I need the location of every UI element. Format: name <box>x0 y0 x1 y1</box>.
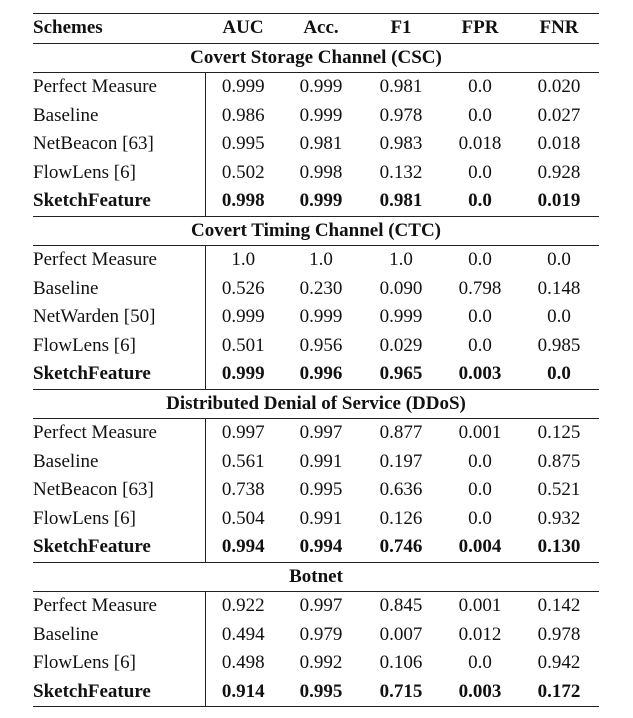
fpr-cell: 0.012 <box>458 623 502 645</box>
section-title: Covert Storage Channel (CSC) <box>33 43 599 73</box>
section-header-row <box>33 43 599 73</box>
scheme-cell: SketchFeature <box>33 187 205 216</box>
scheme-cell: Baseline <box>33 102 205 131</box>
auc-cell: 0.995 <box>221 133 265 154</box>
acc-cell: 0.995 <box>281 678 361 707</box>
table-row <box>33 419 599 448</box>
fnr-cell: 0.875 <box>537 450 581 472</box>
auc-cell: 0.998 <box>221 190 265 211</box>
auc-cell: 1.0 <box>231 249 256 270</box>
scheme-cell: Perfect Measure <box>33 592 205 621</box>
auc-cell: 0.994 <box>221 536 265 557</box>
acc-cell: 0.999 <box>299 306 343 327</box>
acc-cell: 0.230 <box>299 277 343 299</box>
auc-cell: 0.738 <box>221 479 265 500</box>
table-row <box>33 649 599 678</box>
table-row <box>33 448 599 477</box>
scheme-cell: FlowLens [6] <box>33 159 205 188</box>
f1-cell: 0.981 <box>379 190 423 211</box>
table-row <box>33 159 599 188</box>
fpr-cell: 0.0 <box>468 104 492 126</box>
fnr-cell: 0.942 <box>537 652 581 673</box>
f1-cell: 0.132 <box>379 161 423 183</box>
auc-cell: 0.498 <box>221 652 265 673</box>
fpr-cell: 0.0 <box>468 306 492 327</box>
section-header-row <box>33 389 599 419</box>
acc-cell: 0.996 <box>299 363 343 384</box>
table-row <box>33 303 599 332</box>
f1-cell: 0.636 <box>379 479 423 500</box>
f1-cell: 0.845 <box>379 595 423 616</box>
acc-cell: 0.994 <box>299 536 343 557</box>
fpr-cell: 0.001 <box>458 595 502 616</box>
fpr-cell: 0.0 <box>468 334 492 356</box>
table-row <box>33 73 599 102</box>
auc-cell: 0.986 <box>221 104 265 126</box>
fnr-cell: 0.125 <box>537 422 581 443</box>
section-title: Covert Timing Channel (CTC) <box>33 216 599 246</box>
section-header-row <box>33 216 599 246</box>
acc-cell: 0.956 <box>299 334 343 356</box>
acc-cell: 1.0 <box>309 249 333 270</box>
f1-cell: 0.715 <box>361 678 441 707</box>
acc-cell: 0.999 <box>299 104 343 126</box>
scheme-cell: Perfect Measure <box>33 246 205 275</box>
fnr-cell: 0.027 <box>537 104 581 126</box>
table-row <box>33 533 599 562</box>
f1-cell: 0.106 <box>379 652 423 673</box>
auc-cell: 0.999 <box>221 76 265 97</box>
fpr-cell: 0.0 <box>468 76 492 97</box>
fnr-cell: 0.148 <box>537 277 581 299</box>
column-header-schemes: Schemes <box>33 14 205 44</box>
column-header-fnr: FNR <box>519 14 599 44</box>
f1-cell: 0.981 <box>379 76 423 97</box>
acc-cell: 0.992 <box>299 652 343 673</box>
header-row <box>33 14 599 44</box>
table-row <box>33 505 599 534</box>
fpr-cell: 0.0 <box>468 190 492 211</box>
table-row <box>33 621 599 650</box>
acc-cell: 0.999 <box>299 190 343 211</box>
fpr-cell: 0.0 <box>468 479 492 500</box>
fpr-cell: 0.003 <box>441 678 519 707</box>
fnr-cell: 0.0 <box>547 249 571 270</box>
auc-cell: 0.494 <box>221 623 265 645</box>
column-header-acc: Acc. <box>281 14 361 44</box>
fnr-cell: 0.018 <box>537 133 581 154</box>
fpr-cell: 0.004 <box>458 536 502 557</box>
fpr-cell: 0.0 <box>468 161 492 183</box>
column-header-fpr: FPR <box>441 14 519 44</box>
fpr-cell: 0.0 <box>468 507 492 529</box>
auc-cell: 0.504 <box>221 507 265 529</box>
scheme-cell: FlowLens [6] <box>33 505 205 534</box>
fpr-cell: 0.003 <box>458 363 502 384</box>
fnr-cell: 0.020 <box>537 76 581 97</box>
table-body <box>33 43 599 707</box>
f1-cell: 0.877 <box>379 422 423 443</box>
column-header-f1: F1 <box>361 14 441 44</box>
column-header-auc: AUC <box>205 14 281 44</box>
fnr-cell: 0.978 <box>537 623 581 645</box>
f1-cell: 0.999 <box>379 306 423 327</box>
table-row <box>33 360 599 389</box>
f1-cell: 0.126 <box>379 507 423 529</box>
f1-cell: 0.029 <box>379 334 423 356</box>
auc-cell: 0.922 <box>221 595 265 616</box>
auc-cell: 0.997 <box>221 422 265 443</box>
auc-cell: 0.999 <box>221 363 265 384</box>
table-row <box>33 332 599 361</box>
section-title: Botnet <box>33 562 599 592</box>
section-title: Distributed Denial of Service (DDoS) <box>33 389 599 419</box>
auc-cell: 0.561 <box>221 450 265 472</box>
acc-cell: 0.995 <box>299 479 343 500</box>
acc-cell: 0.999 <box>299 76 343 97</box>
scheme-cell: FlowLens [6] <box>33 332 205 361</box>
table-row <box>33 102 599 131</box>
acc-cell: 0.998 <box>299 161 343 183</box>
fpr-cell: 0.0 <box>468 450 492 472</box>
scheme-cell: NetBeacon [63] <box>33 476 205 505</box>
f1-cell: 0.746 <box>379 536 423 557</box>
auc-cell: 0.501 <box>221 334 265 356</box>
results-table <box>33 13 599 707</box>
fpr-cell: 0.798 <box>458 277 502 299</box>
section-header-row <box>33 562 599 592</box>
auc-cell: 0.914 <box>205 678 281 707</box>
fnr-cell: 0.521 <box>537 479 581 500</box>
scheme-cell: Baseline <box>33 621 205 650</box>
fpr-cell: 0.018 <box>458 133 502 154</box>
fnr-cell: 0.932 <box>537 507 581 529</box>
acc-cell: 0.997 <box>299 595 343 616</box>
scheme-cell: SketchFeature <box>33 533 205 562</box>
acc-cell: 0.981 <box>299 133 343 154</box>
fnr-cell: 0.172 <box>519 678 599 707</box>
f1-cell: 0.197 <box>379 450 423 472</box>
auc-cell: 0.526 <box>221 277 265 299</box>
auc-cell: 0.999 <box>221 306 265 327</box>
scheme-cell: NetWarden [50] <box>33 303 205 332</box>
table-row <box>33 592 599 621</box>
fpr-cell: 0.0 <box>468 652 492 673</box>
acc-cell: 0.991 <box>299 507 343 529</box>
f1-cell: 0.978 <box>379 104 423 126</box>
scheme-cell: Baseline <box>33 275 205 304</box>
table-row <box>33 187 599 216</box>
scheme-cell: Perfect Measure <box>33 73 205 102</box>
scheme-cell: SketchFeature <box>33 360 205 389</box>
fnr-cell: 0.142 <box>537 595 581 616</box>
f1-cell: 0.090 <box>379 277 423 299</box>
table-row <box>33 678 599 707</box>
table-row <box>33 246 599 275</box>
f1-cell: 0.965 <box>379 363 423 384</box>
fnr-cell: 0.0 <box>547 306 571 327</box>
acc-cell: 0.997 <box>299 422 343 443</box>
auc-cell: 0.502 <box>221 161 265 183</box>
fnr-cell: 0.928 <box>537 161 581 183</box>
scheme-cell: SketchFeature <box>33 678 205 707</box>
acc-cell: 0.991 <box>299 450 343 472</box>
table-row <box>33 130 599 159</box>
table-row <box>33 275 599 304</box>
f1-cell: 1.0 <box>389 249 413 270</box>
scheme-cell: Baseline <box>33 448 205 477</box>
fnr-cell: 0.130 <box>537 536 581 557</box>
f1-cell: 0.007 <box>379 623 423 645</box>
f1-cell: 0.983 <box>379 133 423 154</box>
acc-cell: 0.979 <box>299 623 343 645</box>
fnr-cell: 0.0 <box>547 363 571 384</box>
fnr-cell: 0.019 <box>537 190 581 211</box>
scheme-cell: Perfect Measure <box>33 419 205 448</box>
fpr-cell: 0.0 <box>468 249 492 270</box>
scheme-cell: FlowLens [6] <box>33 649 205 678</box>
scheme-cell: NetBeacon [63] <box>33 130 205 159</box>
fpr-cell: 0.001 <box>458 422 502 443</box>
fnr-cell: 0.985 <box>537 334 581 356</box>
table-row <box>33 476 599 505</box>
